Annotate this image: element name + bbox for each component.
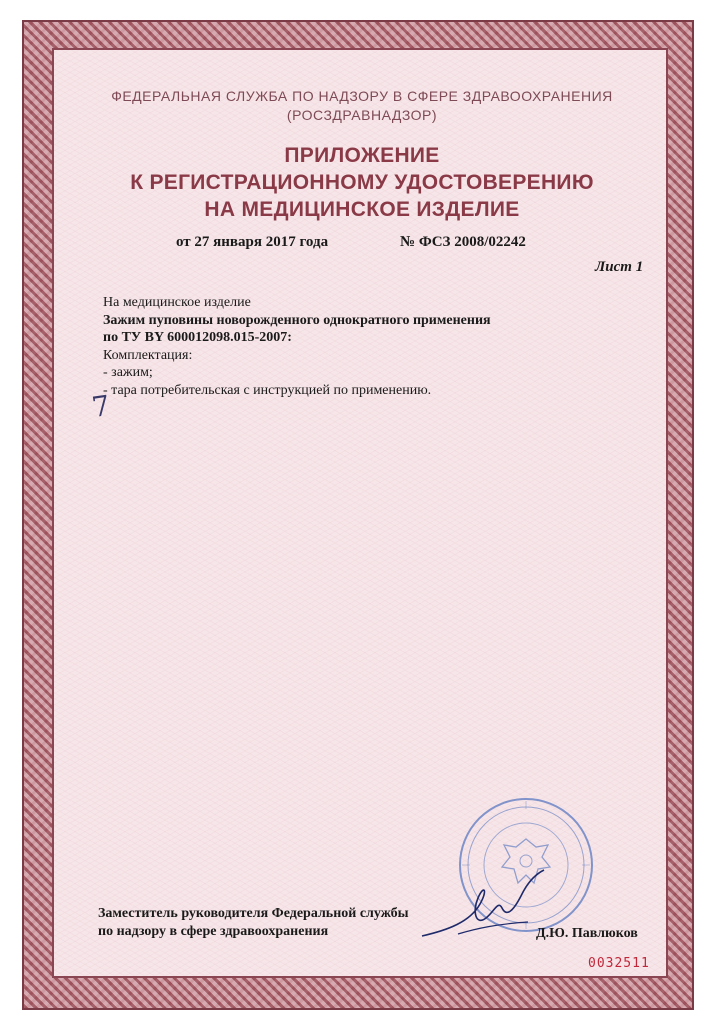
signer-name: Д.Ю. Павлюков xyxy=(536,926,638,941)
document-title-line2: К РЕГИСТРАЦИОННОМУ УДОСТОВЕРЕНИЮ xyxy=(130,171,594,194)
kit-item: - тара потребительская с инструкцией по применению. xyxy=(103,382,432,398)
device-description xyxy=(103,294,643,399)
document-title-line1: ПРИЛОЖЕНИЕ xyxy=(284,144,440,167)
signature-icon xyxy=(418,864,548,944)
handwritten-mark: 7 xyxy=(89,388,113,425)
kit-label: Комплектация: xyxy=(103,347,193,363)
registration-number: № ФСЗ 2008/02242 xyxy=(400,234,526,250)
document-title-line3: НА МЕДИЦИНСКОЕ ИЗДЕЛИЕ xyxy=(204,198,520,221)
agency-abbreviation: (РОСЗДРАВНАДЗОР) xyxy=(286,107,438,123)
kit-item: - зажим; xyxy=(103,365,153,380)
device-name: Зажим пуповины новорожденного однократного применения xyxy=(103,312,491,328)
device-spec: по ТУ BY 600012098.015-2007: xyxy=(103,330,292,345)
signer-title xyxy=(98,905,409,941)
agency-name: ФЕДЕРАЛЬНАЯ СЛУЖБА ПО НАДЗОРУ В СФЕРЕ ЗДРАВООХРАНЕНИЯ xyxy=(111,88,613,104)
issue-date: от 27 января 2017 года xyxy=(176,234,329,250)
serial-number: 0032511 xyxy=(588,956,650,971)
signer-title-line1: Заместитель руководителя Федеральной службы xyxy=(98,906,409,921)
sheet-number: Лист 1 xyxy=(595,259,644,275)
intro-text: На медицинское изделие xyxy=(103,295,251,310)
signer-title-line2: по надзору в сфере здравоохранения xyxy=(98,924,329,939)
